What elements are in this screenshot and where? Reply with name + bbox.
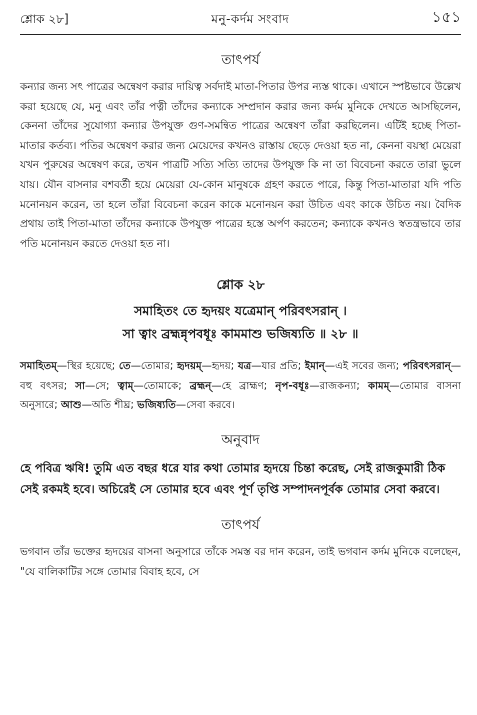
shloka-verse: [20, 299, 461, 345]
synonym-word: তে: [118, 361, 131, 373]
synonym-word: ব্রহ্মন্: [189, 380, 212, 392]
synonym-word: কামম্: [367, 380, 390, 392]
header-verse-ref: শ্লোক ২৮]: [20, 12, 69, 26]
synonym-word: ভজিষ্যতি: [137, 399, 176, 411]
synonym-meaning: সে;: [95, 380, 110, 392]
purport-heading: তাৎপর্য: [221, 52, 260, 68]
running-header: [20, 6, 461, 35]
synonym-meaning: এই সবের জন্য;: [335, 361, 400, 373]
shloka-title: শ্লোক ২৮: [216, 278, 265, 294]
synonym-word: যত্র: [237, 361, 252, 373]
synonym-meaning: হৃদয়;: [211, 361, 235, 373]
purport-heading-2: তাৎপর্য: [221, 516, 260, 533]
synonym-meaning: যার প্রতি;: [261, 361, 302, 373]
synonym-meaning: সেবা করবে।: [186, 399, 235, 411]
synonym-word: সমাহিতম্: [20, 361, 57, 373]
synonym-meaning: স্থির হয়েছে;: [67, 361, 116, 373]
synonym-meaning: তোমার;: [140, 361, 174, 373]
synonym-meaning: তোমাকে;: [143, 380, 182, 392]
verse-line-1: সমাহিতং তে হৃদয়ং যত্রেমান্ পরিবৎসরান্ ।: [134, 303, 347, 319]
synonym-meaning: তোমার বাসনা অনুসারে;: [20, 380, 461, 411]
verse-line-2: সা ত্বাং ব্রহ্মন্নৃপবধূঃ কামমাশু ভজিষ্যতি ॥ ২৮ ॥: [122, 326, 359, 342]
synonyms: সমাহিতম্—স্থির হয়েছে; তে—তোমার; হৃদয়ম্—হৃদয়; যত্র—যার প্রতি; ইমান্—এই সবের জন্য; পরিবৎসরান্—বহু বৎসর; সা—সে; ত্বাম্—তোমাকে; ব্রহ্মন্—হে ব্রাহ্মণ; নৃপ-বধূঃ—রাজকন্যা; কামম্—তোমার বাসনা অনুসারে; আশু—অতি শীঘ্র; ভজিষ্যতি—সেবা করবে।: [20, 361, 461, 411]
synonym-meaning: বহু বৎসর;: [20, 380, 68, 392]
synonym-word: নৃপ-বধূঃ: [275, 380, 310, 392]
synonym-word: আশু: [60, 399, 82, 411]
purport-text: কন্যার জন্য সৎ পাত্রের অন্বেষণ করার দায়িত্ব সর্বদাই মাতা-পিতার উপর ন্যস্ত থাকে। এখানে স্পষ্টভাবে উল্লেখ করা হয়েছে যে, মনু এবং তাঁর পত্নী তাঁদের কন্যাকে সম্প্রদান করার জন্য কর্দম মুনিকে দেখতে আসছিলেন, কেননা তাঁদের সুযোগ্যা কন্যার উপযুক্ত গুণ-সমন্বিত পাত্রের অন্বেষণ তাঁরা করছিলেন। এটিই হচ্ছে পিতা-মাতার কর্তব্য। পতির অন্বেষণ করার জন্য মেয়েদের কখনও রাস্তায় ছেড়ে দেওয়া হত না, কেননা বয়স্থা মেয়েরা যখন পুরুষের অন্বেষণ করে, তখন পাত্রটি সত্যি সত্যি তাদের উপযুক্ত কি না তা বিবেচনা করতে তারা ভুলে যায়। যৌন বাসনার বশবর্তী হয়ে মেয়েরা যে-কোন মানুষকে গ্রহণ করতে পারে, কিন্তু পিতা-মাতারা যদি পতি মনোনয়ন করেন, তা হলে তাঁরা বিবেচনা করেন কাকে মনোনয়ন করা উচিত এবং কাকে উচিত নয়। বৈদিক প্রথায় তাই পিতা-মাতা তাঁদের কন্যাকে উপযুক্ত পাত্রের হস্তে অর্পণ করতেন; কন্যাকে কখনও স্বতন্ত্রভাবে তার পতি মনোনয়ন করতে দেওয়া হত না।: [20, 81, 461, 250]
synonym-word: ত্বাম্: [117, 380, 134, 392]
synonym-word: পরিবৎসরান্: [402, 361, 451, 373]
translation-heading: অনুবাদ: [221, 431, 260, 448]
synonym-word: ইমান্: [304, 361, 325, 373]
page-number: ১৫১: [431, 8, 461, 26]
synonym-meaning: রাজকন্যা;: [319, 380, 360, 392]
header-chapter-title: মনু-কর্দম সংবাদ: [211, 12, 290, 26]
purport-text-2: ভগবান তাঁর ভক্তের হৃদয়ের বাসনা অনুসারে তাঁকে সমস্ত বর দান করেন, তাই ভগবান কর্দম মুনিকে বলেছেন, "যে বালিকাটির সঙ্গে তোমার বিবাহ হবে, সে: [20, 545, 461, 578]
synonym-meaning: অতি শীঘ্র;: [91, 399, 134, 411]
synonym-word: হৃদয়ম্: [176, 361, 202, 373]
synonym-meaning: হে ব্রাহ্মণ;: [221, 380, 268, 392]
translation-text: হে পবিত্র ঋষি! তুমি এত বছর ধরে যার কথা তোমার হৃদয়ে চিন্তা করেছ, সেই রাজকুমারী ঠিক সেই রকমই হবে। অচিরেই সে তোমার হবে এবং পূর্ণ তৃপ্তি সম্পাদনপূর্বক তোমার সেবা করবে।: [20, 460, 446, 496]
synonym-word: সা: [75, 380, 85, 392]
